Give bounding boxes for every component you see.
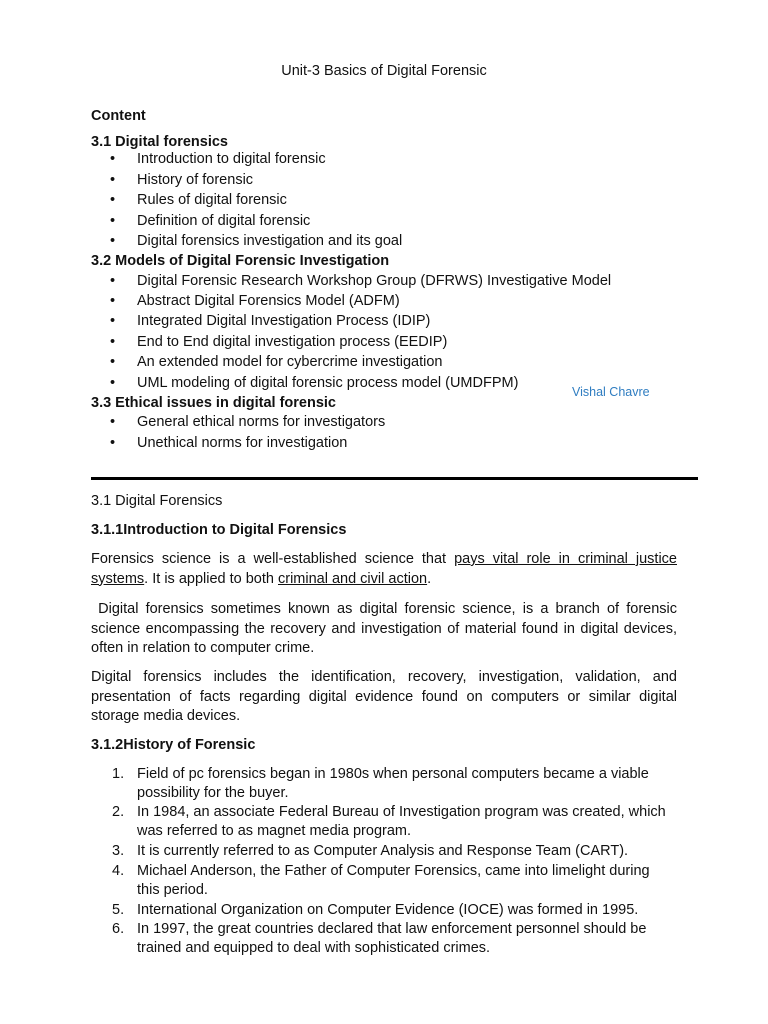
bullet-icon: • xyxy=(110,354,116,370)
toc-heading-3-2: 3.2 Models of Digital Forensic Investigation xyxy=(91,253,390,269)
bullet-icon: • xyxy=(110,233,116,249)
bullet-icon: • xyxy=(110,151,116,167)
document-title: Unit-3 Basics of Digital Forensic xyxy=(281,63,487,79)
underlined-phrase: criminal and civil action xyxy=(277,570,428,587)
paragraph-scope: Digital forensics includes the identification, recovery, investigation, validation, and presentation of facts regarding digital evidence found on computers or similar digital storage media devices. xyxy=(91,669,677,724)
section-heading-3-1-2: 3.1.2History of Forensic xyxy=(91,737,256,753)
toc-heading-3-3: 3.3 Ethical issues in digital forensic xyxy=(91,395,336,411)
section-heading-3-1: 3.1 Digital Forensics xyxy=(91,493,223,509)
content-heading: Content xyxy=(91,108,146,124)
bullet-icon: • xyxy=(110,375,116,391)
bullet-icon: • xyxy=(110,334,116,350)
section-heading-3-1-1: 3.1.1Introduction to Digital Forensics xyxy=(91,522,347,538)
author-name: Vishal Chavre xyxy=(572,385,650,399)
horizontal-divider xyxy=(91,477,698,480)
bullet-icon: • xyxy=(110,435,116,451)
bullet-icon: • xyxy=(110,293,116,309)
bullet-icon: • xyxy=(110,273,116,289)
document-page: Unit-3 Basics of Digital Forensic Content 3.1 Digital forensics • Introduction to digital forensic • History of forensic • Rules of digital forensic • Definition of digital forensic • Digital forensics investigation and its goal 3.2 Models of Digital Forensic Investigation • Digital Forensic Research Workshop Group (DFRWS) Investigative Model • Abstract Digital Forensics Model (ADFM) • Integrated Digital Investigation Process (IDIP) • End to End digital investigation process (EEDIP) • An extended model for cybercrime investigation • UML modeling of digital forensic process model (UMDFPM) Vishal Chavre 3.3 Ethical issues in digital forensic • General ethical norms for investigators • Unethical norms for investigation 3.1 Digital Forensics 3.1.1Introduction to Digital Forensics Forensics science is a well-established science that pays vital role in criminal justice systems. It is applied to both criminal and civil action. Digital forensics sometimes known as digital forensic science, is a branch of forensic science encompassing the recovery and investigation of material found in digital devices, often in relation to computer crime. Digital forensics includes the identification, recovery, investigation, validation, and presentation of facts regarding digital evidence found on computers or similar digital storage media devices. 3.1.2History of Forensic 1. Field of pc forensics began in 1980s when personal computers became a viable possibility for the buyer. 2. In 1984, an associate Federal Bureau of Investigation program was created, which was referred to as magnet media program. 3. It is currently referred to as Computer Analysis and Response Team (CART). 4. Michael Anderson, the Father of Computer Forensics, came into limelight during this period. 5. International Organization on Computer Evidence (IOCE) was formed in 1995. 6. In 1997, the great countries declared that law enforcement personnel should be trained and equipped to deal with sophisticated crimes. xyxy=(0,0,768,1024)
paragraph-definition: Digital forensics sometimes known as digital forensic science, is a branch of forensic science encompassing the recovery and investigation of material found in digital devices, often in relation to computer crime. xyxy=(91,601,682,656)
bullet-icon: • xyxy=(110,213,116,229)
bullet-icon: • xyxy=(110,414,116,430)
underlined-phrase: pays vital role in criminal justice systems xyxy=(91,551,677,587)
bullet-icon: • xyxy=(110,313,116,329)
bullet-icon: • xyxy=(110,192,116,208)
toc-heading-3-1: 3.1 Digital forensics xyxy=(91,134,228,150)
bullet-icon: • xyxy=(110,172,116,188)
paragraph-intro: Forensics science is a well-established science that pays vital role in criminal justice systems. It is applied to both criminal and civil action. xyxy=(91,551,677,587)
